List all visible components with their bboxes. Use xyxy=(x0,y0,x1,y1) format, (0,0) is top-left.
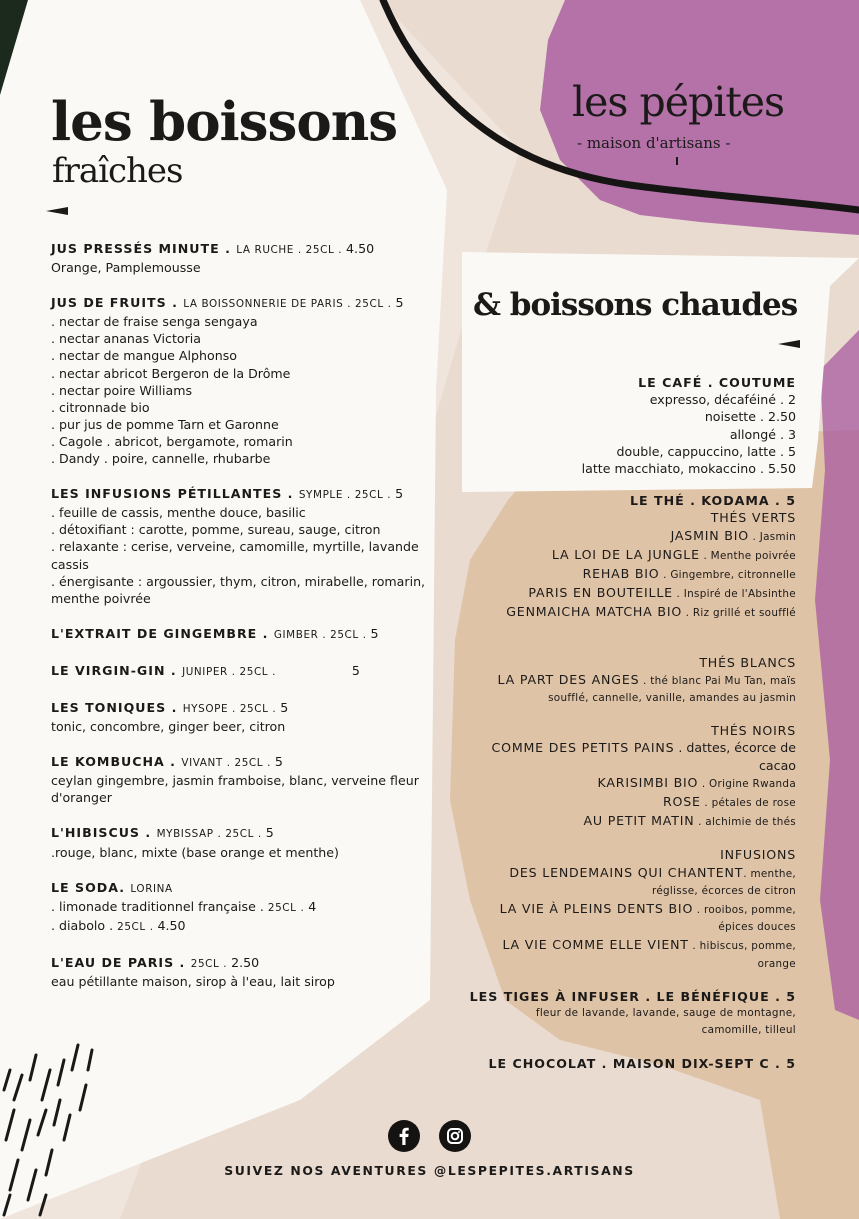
item-jus-de-fruits: JUS DE FRUITS . LA BOISSONNERIE DE PARIS . 25CL . 5 . nectar de fraise senga sengaya . nectar ananas Victoria . nectar de mangue Alphonso . nectar abricot Bergeron de la Drôme . nectar poire Williams . citronnade bio . pur jus de pomme Tarn et Garonne . Cagole . abricot, bergamote, romarin . Dandy . poire, cannelle, rhubarbe xyxy=(51,295,404,467)
item-infusions-petillantes: LES INFUSIONS PÉTILLANTES . SYMPLE . 25CL . 5 . feuille de cassis, menthe douce, basilic . détoxifiant : carotte, pomme, sureau, sauge, citron . relaxante : cerise, verveine, camomille, myrtille, lavande cassis . énergisante : argoussier, thym, citron, mirabelle, romarin, menthe poivrée xyxy=(51,486,426,606)
footer-social-handle: SUIVEZ NOS AVENTURES @LESPEPITES.ARTISANS xyxy=(224,1163,635,1178)
cold-subtitle: fraîches xyxy=(52,151,183,191)
brand-tick xyxy=(676,157,678,165)
item-thes-blancs: THÉS BLANCS LA PART DES ANGES . thé blanc Pai Mu Tan, maïs soufflé, cannelle, vanille, amandes au jasmin xyxy=(497,654,796,705)
item-hibiscus: L'HIBISCUS . MYBISSAP . 25CL . 5 .rouge, blanc, mixte (base orange et menthe) xyxy=(51,825,339,860)
item-tiges: LES TIGES À INFUSER . LE BÉNÉFIQUE . 5 fleur de lavande, lavande, sauge de montagne, camomille, tilleul xyxy=(469,988,796,1037)
hot-drinks-list xyxy=(446,374,796,1087)
facebook-icon[interactable] xyxy=(388,1120,420,1152)
item-chocolat: LE CHOCOLAT . MAISON DIX-SEPT C . 5 xyxy=(488,1055,796,1071)
brand-tagline: - maison d'artisans - xyxy=(577,134,731,152)
item-thes-noirs: THÉS NOIRS COMME DES PETITS PAINS . dattes, écorce de cacao KARISIMBI BIO . Origine Rwanda ROSE . pétales de rose AU PETIT MATIN . alchimie de thés xyxy=(491,723,796,829)
hot-title: & boissons chaudes xyxy=(473,287,798,323)
item-eau-de-paris: L'EAU DE PARIS . 25CL . 2.50 eau pétillante maison, sirop à l'eau, lait sirop xyxy=(51,954,335,989)
cold-drinks-list xyxy=(51,240,436,1008)
item-virgin-gin: LE VIRGIN-GIN . JUNIPER . 25CL . 5 xyxy=(51,662,360,678)
item-soda: LE SODA. LORINA . limonade traditionnel française . 25CL . 4 . diabolo . 25CL . 4.50 xyxy=(51,879,317,933)
item-infusions: INFUSIONS DES LENDEMAINS QUI CHANTENT. menthe, réglisse, écorces de citron LA VIE À PLEINS DENTS BIO . rooibos, pomme, épices douces LA VIE COMME ELLE VIENT . hibiscus, pomme, orange xyxy=(499,847,796,970)
title-dash-right xyxy=(778,340,800,348)
instagram-icon[interactable] xyxy=(439,1120,471,1152)
cold-title: les boissons xyxy=(51,91,398,153)
brand-name: les pépites xyxy=(572,78,785,126)
item-cafe: LE CAFÉ . COUTUME expresso, décaféiné . 2 noisette . 2.50 allongé . 3 double, cappuccino, latte . 5 latte macchiato, mokaccino . 5.50 xyxy=(581,375,796,477)
item-kombucha: LE KOMBUCHA . VIVANT . 25CL . 5 ceylan gingembre, jasmin framboise, blanc, verveine fleur d'oranger xyxy=(51,754,419,806)
item-jus-presses: JUS PRESSÉS MINUTE . LA RUCHE . 25CL . 4.50 Orange, Pamplemousse xyxy=(51,241,375,276)
item-toniques: LES TONIQUES . HYSOPE . 25CL . 5 tonic, concombre, ginger beer, citron xyxy=(51,699,289,735)
title-dash-left xyxy=(46,207,68,215)
item-the-kodama: LE THÉ . KODAMA . 5 THÉS VERTS JASMIN BIO . Jasmin LA LOI DE LA JUNGLE . Menthe poivrée REHAB BIO . Gingembre, citronnelle PARIS EN BOUTEILLE . Inspiré de l'Absinthe GENMAICHA MATCHA BIO . Riz grillé et soufflé xyxy=(506,493,796,620)
item-gingembre: L'EXTRAIT DE GINGEMBRE . GIMBER . 25CL . 5 xyxy=(51,625,379,641)
